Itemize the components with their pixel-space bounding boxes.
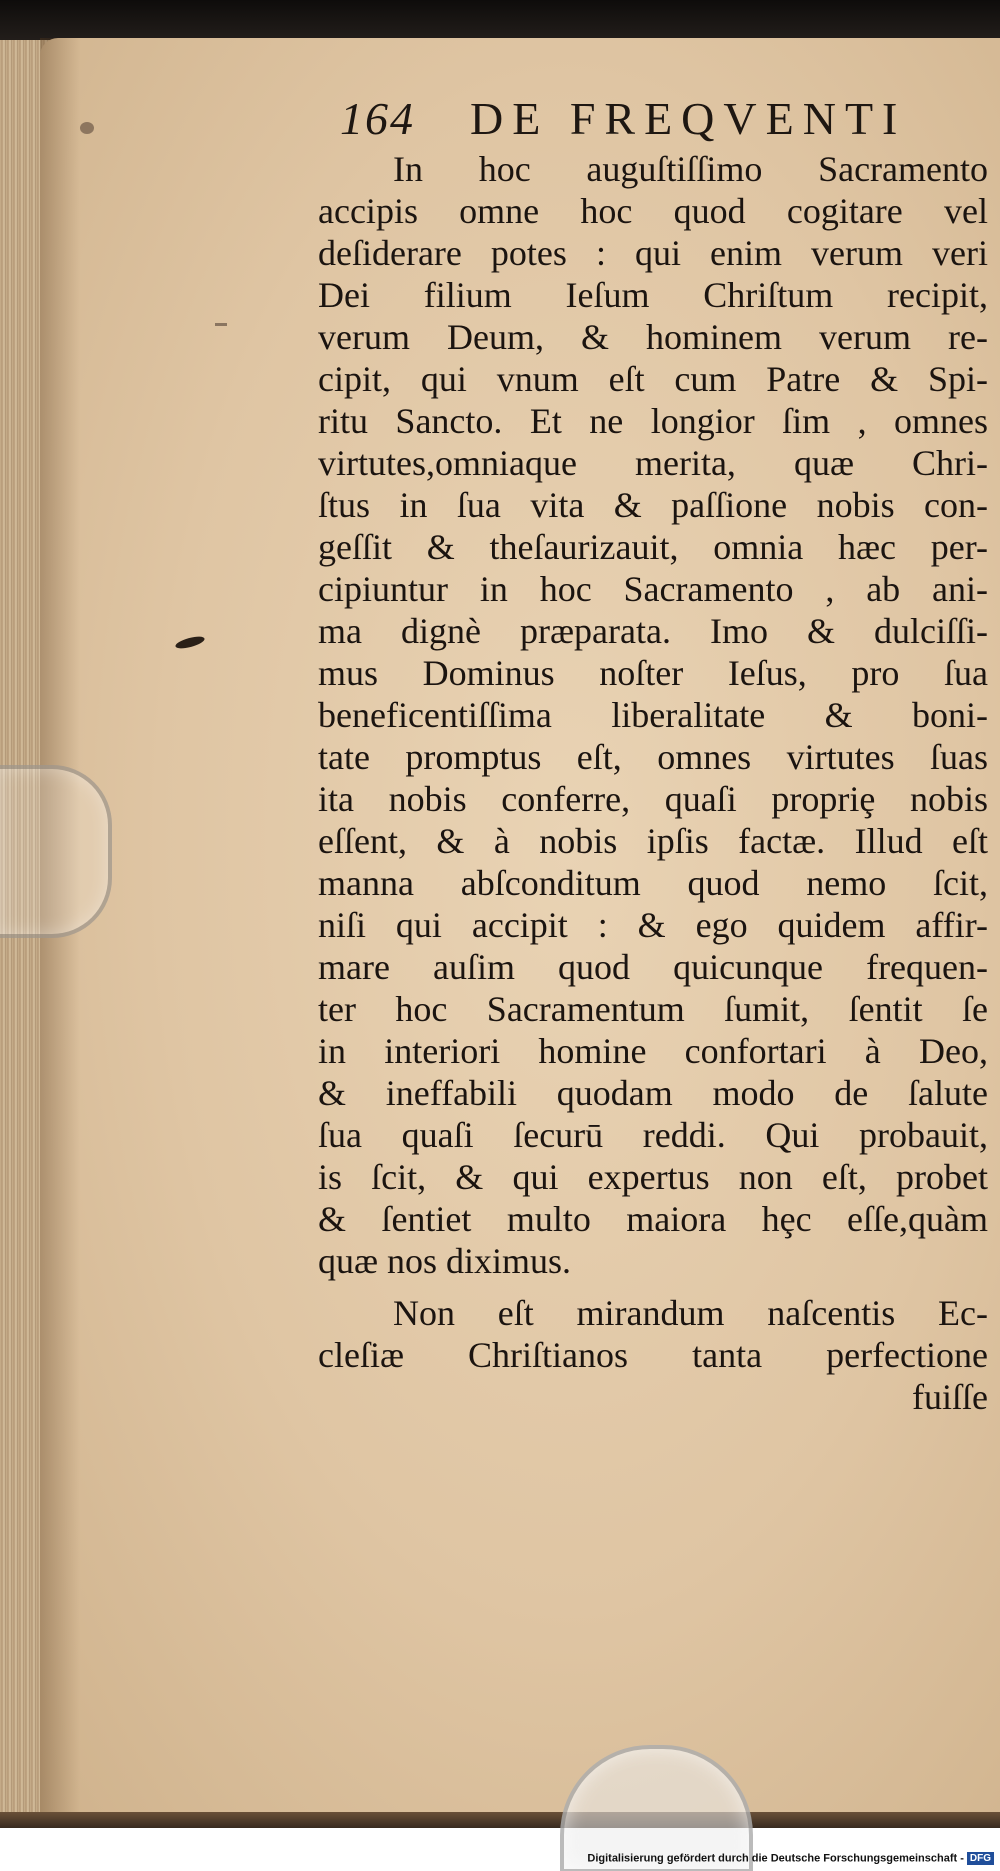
running-title: DE FREQVENTI bbox=[470, 93, 907, 144]
text-line: ita nobis conferre, quaſi propriȩ nobis bbox=[318, 779, 988, 819]
text-line: ma dignè præparata. Imo & dulciſſi- bbox=[318, 611, 988, 651]
text-line: geſſit & theſaurizauit, omnia hæc per- bbox=[318, 527, 988, 567]
body-text bbox=[318, 148, 988, 1418]
text-line: beneficentiſſima liberalitate & boni- bbox=[318, 695, 988, 735]
text-line: in interiori homine confortari à Deo, bbox=[318, 1031, 988, 1071]
text-line: eſſent, & à nobis ipſis factæ. Illud eſt bbox=[318, 821, 988, 861]
text-line: is ſcit, & qui expertus non eſt, probet bbox=[318, 1157, 988, 1197]
text-line: niſi qui accipit : & ego quidem affir- bbox=[318, 905, 988, 945]
text-line: virtutes,omniaque merita, quæ Chri- bbox=[318, 443, 988, 483]
text-line: & ineffabili quodam modo de ſalute bbox=[318, 1073, 988, 1113]
ink-spot bbox=[80, 122, 94, 134]
running-head bbox=[340, 92, 920, 152]
text-line: Dei filium Ieſum Chriſtum recipit, bbox=[318, 275, 988, 315]
text-line: ſtus in ſua vita & paſſione nobis con- bbox=[318, 485, 988, 525]
text-line: ter hoc Sacramentum ſumit, ſentit ſe bbox=[318, 989, 988, 1029]
text-line: cleſiæ Chriſtianos tanta perfectione bbox=[318, 1335, 988, 1375]
text-line: ritu Sancto. Et ne longior ſim , omnes bbox=[318, 401, 988, 441]
text-line: & ſentiet multo maiora hȩc eſſe,quàm bbox=[318, 1199, 988, 1239]
text-line: ſua quaſi ſecurū reddi. Qui probauit, bbox=[318, 1115, 988, 1155]
text-line: Non eſt mirandum naſcentis Ec- bbox=[393, 1293, 988, 1333]
text-line: verum Deum, & hominem verum re- bbox=[318, 317, 988, 357]
credit-text: Digitalisierung gefördert durch die Deutsche Forschungsgemeinschaft - bbox=[587, 1852, 964, 1865]
ink-spot bbox=[215, 323, 227, 326]
text-line: mus Dominus noſter Ieſus, pro ſua bbox=[318, 653, 988, 693]
text-line: accipis omne hoc quod cogitare vel bbox=[318, 191, 988, 231]
text-line: deſiderare potes : qui enim verum veri bbox=[318, 233, 988, 273]
digitization-credit bbox=[587, 1852, 994, 1865]
text-line: quæ nos diximus. bbox=[318, 1241, 572, 1281]
glass-page-clip bbox=[0, 765, 112, 938]
text-line: manna abſconditum quod nemo ſcit, bbox=[318, 863, 988, 903]
text-line: cipiuntur in hoc Sacramento , ab ani- bbox=[318, 569, 988, 609]
text-line: tate promptus eſt, omnes virtutes ſuas bbox=[318, 737, 988, 777]
page-number: 164 bbox=[340, 93, 415, 144]
text-line: mare auſim quod quicunque frequen- bbox=[318, 947, 988, 987]
text-line: In hoc auguſtiſſimo Sacramento bbox=[393, 149, 988, 189]
text-line: cipit, qui vnum eſt cum Patre & Spi- bbox=[318, 359, 988, 399]
dfg-logo: DFG bbox=[967, 1852, 994, 1865]
catchword: fuiſſe bbox=[912, 1377, 988, 1417]
